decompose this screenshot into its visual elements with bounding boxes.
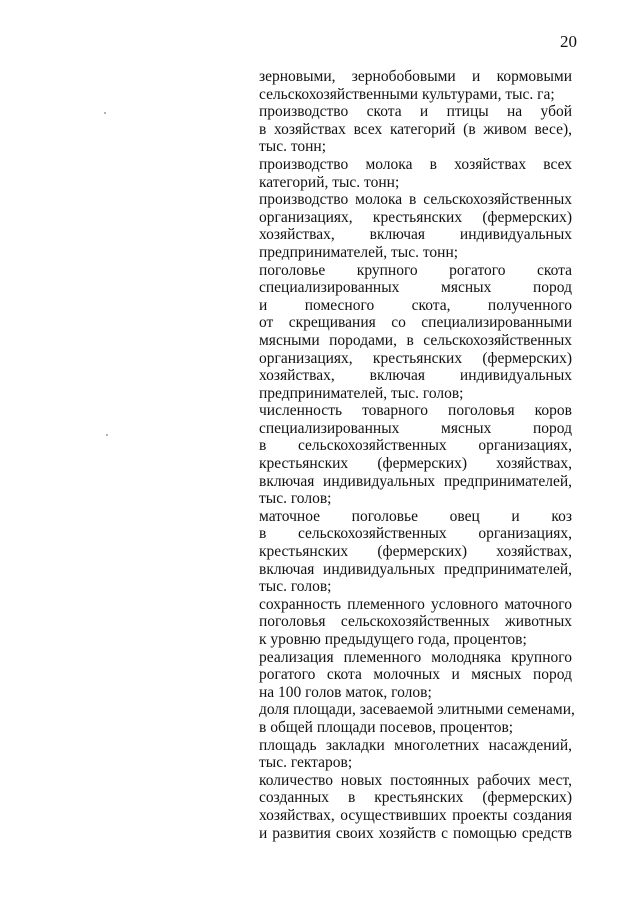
text-line: зерновыми, зернобобовыми и кормовыми [259, 68, 572, 85]
text-line: в хозяйствах всех категорий (в живом весе), [259, 120, 572, 138]
page-number: 20 [560, 32, 577, 51]
list-item-paragraph [259, 596, 572, 649]
document-body [259, 68, 575, 842]
scan-speck [104, 112, 106, 114]
text-line: производство скота и птицы на убой [259, 103, 572, 121]
text-line: и помесного скота, полученного [259, 296, 572, 314]
text-line: численность товарного поголовья коров [259, 402, 572, 420]
text-line: маточное поголовье овец и коз [259, 507, 572, 525]
text-line: мясными породами, в сельскохозяйственных [259, 331, 572, 349]
text-line: тыс. голов; [259, 490, 332, 508]
text-line: доля площади, засеваемой элитными семенами, [259, 701, 575, 719]
text-line: на 100 голов маток, голов; [259, 683, 432, 701]
text-line: организациях, крестьянских (фермерских) [259, 208, 572, 226]
text-line: к уровню предыдущего года, процентов; [259, 631, 527, 648]
text-line: сельскохозяйственными культурами, тыс. га; [259, 85, 555, 103]
text-line: хозяйствах, включая индивидуальных [259, 226, 572, 244]
list-item-paragraph [259, 191, 572, 261]
text-line: крестьянских (фермерских) хозяйствах, [259, 455, 572, 473]
text-line: количество новых постоянных рабочих мест, [259, 771, 572, 789]
text-line: предпринимателей, тыс. тонн; [259, 243, 459, 261]
text-line: в общей площади посевов, процентов; [259, 718, 514, 736]
list-item-paragraph [259, 156, 572, 191]
text-line: специализированных мясных пород [259, 279, 572, 297]
scan-speck [106, 434, 108, 436]
text-line: в сельскохозяйственных организациях, [259, 525, 572, 543]
text-line: поголовье крупного рогатого скота [259, 261, 572, 279]
text-line: хозяйствах, включая индивидуальных [259, 367, 572, 385]
text-line: включая индивидуальных предпринимателей, [259, 560, 572, 578]
list-item-paragraph [259, 508, 572, 596]
list-item-paragraph [259, 103, 572, 156]
text-line: крестьянских (фермерских) хозяйствах, [259, 543, 572, 561]
text-line: организациях, крестьянских (фермерских) [259, 349, 572, 367]
list-item-paragraph [259, 649, 572, 702]
list-item-paragraph [259, 772, 572, 842]
list-item-paragraph [259, 402, 572, 508]
text-line: созданных в крестьянских (фермерских) [259, 789, 572, 807]
list-item-paragraph [259, 701, 575, 736]
text-line: от скрещивания со специализированными [259, 314, 572, 332]
text-line: и развития своих хозяйств с помощью средств [259, 824, 572, 842]
text-line: площадь закладки многолетних насаждений, [259, 736, 572, 754]
text-line: категорий, тыс. тонн; [259, 173, 400, 191]
text-line: специализированных мясных пород [259, 419, 572, 437]
text-line: производство молока в сельскохозяйственных [259, 191, 572, 209]
text-line: поголовья сельскохозяйственных животных [259, 613, 572, 631]
text-line: тыс. тонн; [259, 138, 327, 156]
text-line: рогатого скота молочных и мясных пород [259, 666, 572, 684]
list-item-paragraph [259, 68, 572, 103]
text-line: тыс. голов; [259, 578, 332, 596]
text-line: хозяйствах, осуществивших проекты создания [259, 806, 572, 824]
text-line: в сельскохозяйственных организациях, [259, 437, 572, 455]
text-line: сохранность племенного условного маточного [259, 595, 572, 613]
text-line: включая индивидуальных предпринимателей, [259, 472, 572, 490]
text-line: производство молока в хозяйствах всех [259, 155, 572, 173]
list-item-paragraph [259, 262, 572, 403]
text-line: тыс. гектаров; [259, 754, 353, 772]
text-line: предпринимателей, тыс. голов; [259, 384, 464, 402]
text-line: реализация племенного молодняка крупного [259, 648, 572, 666]
list-item-paragraph [259, 737, 572, 772]
